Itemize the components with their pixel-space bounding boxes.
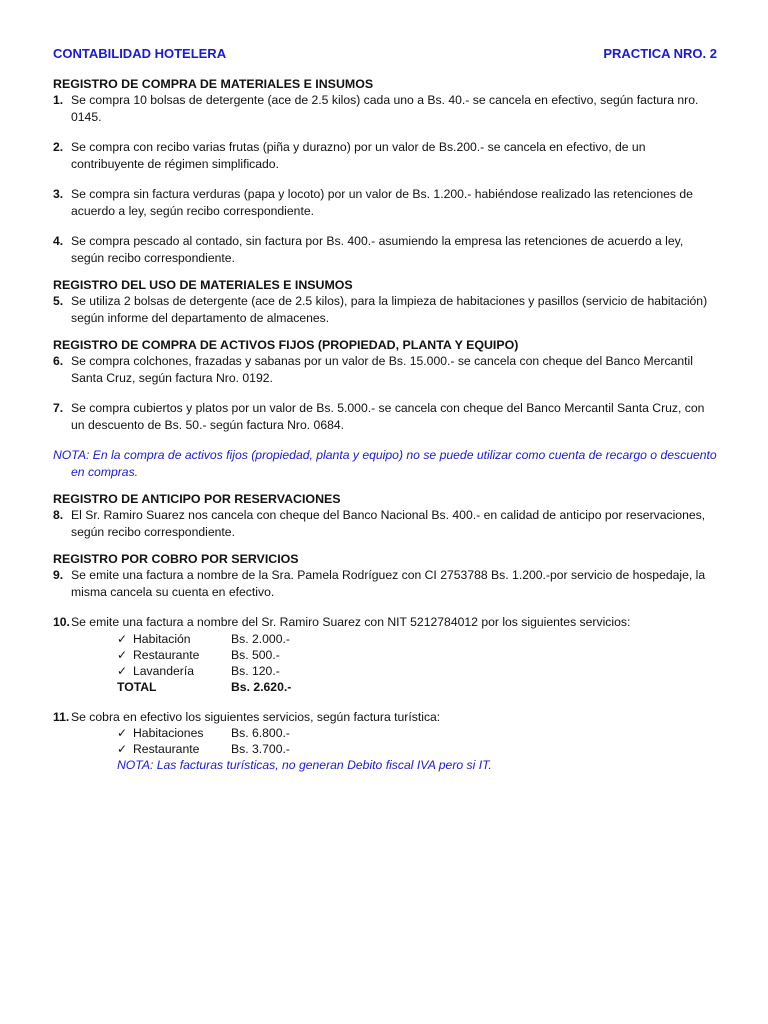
document-page [53,46,717,773]
item-text: Se compra con recibo varias frutas (piña y durazno) por un valor de Bs.200.- se cancela en efectivo, de un contribuyente de régimen simplificado. [71,140,646,171]
item-number: 9. [53,568,64,582]
service-amount: Bs. 3.700.- [231,742,290,756]
item-number: 5. [53,294,64,308]
service-row [117,663,717,679]
item-number: 7. [53,401,64,415]
item-number: 8. [53,508,64,522]
item-text: Se compra pescado al contado, sin factura por Bs. 400.- asumiendo la empresa las retenciones de acuerdo a ley, según recibo correspondiente. [71,234,684,265]
section-title: REGISTRO POR COBRO POR SERVICIOS [53,552,299,566]
service-row [117,631,717,647]
check-icon: ✓ [117,663,128,678]
item-text: Se compra sin factura verduras (papa y locoto) por un valor de Bs. 1.200.- habiéndose realizado las retenciones de acuerdo a ley, según recibo correspondiente. [71,187,693,218]
check-icon: ✓ [117,631,128,646]
item-number: 6. [53,354,64,368]
service-amount: Bs. 2.000.- [231,631,290,646]
list-item [53,233,717,266]
list-item [53,139,717,172]
service-amount: Bs. 6.800.- [231,726,290,740]
item-text: El Sr. Ramiro Suarez nos cancela con cheque del Banco Nacional Bs. 400.- en calidad de anticipo por reservaciones, según recibo correspondiente. [71,508,706,539]
service-name: Habitaciones [133,726,204,740]
item-text: Se compra cubiertos y platos por un valor de Bs. 5.000.- se cancela con cheque del Banco Mercantil Santa Cruz, con un descuento de Bs. 50.- según factura Nro. 0684. [71,401,705,432]
section-title: REGISTRO DE COMPRA DE MATERIALES E INSUMOS [53,77,374,91]
document-header [53,46,717,64]
service-name: Lavandería [133,663,194,678]
list-item [53,353,717,386]
list-item [53,567,717,600]
services-list [53,631,717,695]
course-title: CONTABILIDAD HOTELERA [53,46,227,61]
service-amount: Bs. 120.- [231,663,280,678]
service-name: Restaurante [133,742,200,756]
list-item [53,709,717,726]
item-number: 1. [53,93,64,107]
item-text: Se utiliza 2 bolsas de detergente (ace de 2.5 kilos), para la limpieza de habitaciones y pasillos (servicio de habitación) según informe del departamento de almacenes. [71,294,708,325]
item-number: 4. [53,234,64,248]
service-name: Restaurante [133,647,200,662]
services-list [53,725,717,757]
service-name: Habitación [133,631,191,646]
item-number: 2. [53,140,64,154]
service-row [117,647,717,663]
section-title: REGISTRO DE COMPRA DE ACTIVOS FIJOS (PROPIEDAD, PLANTA Y EQUIPO) [53,338,519,352]
list-item [53,186,717,219]
fixed-assets-note: NOTA: En la compra de activos fijos (propiedad, planta y equipo) no se puede utilizar como cuenta de recargo o descuento en compras. [53,448,717,479]
item-text: Se cobra en efectivo los siguientes servicios, según factura turística: [71,709,441,724]
item-text: Se emite una factura a nombre de la Sra. Pamela Rodríguez con CI 2753788 Bs. 1.200.-por servicio de hospedaje, la misma cancela su cuenta en efectivo. [71,568,706,599]
tourist-invoice-note: NOTA: Las facturas turísticas, no generan Debito fiscal IVA pero si IT. [117,758,492,772]
section-title: REGISTRO DEL USO DE MATERIALES E INSUMOS [53,278,353,292]
list-item [53,92,717,125]
item-number: 11. [53,709,70,724]
service-amount: Bs. 500.- [231,647,280,662]
service-row [117,741,717,757]
check-icon: ✓ [117,742,128,756]
list-item [53,507,717,540]
item-text: Se emite una factura a nombre del Sr. Ramiro Suarez con NIT 5212784012 por los siguientes servicios: [71,615,631,629]
service-row [117,725,717,741]
list-item [53,400,717,433]
list-item [53,614,717,631]
total-label: TOTAL [117,679,157,694]
list-item [53,293,717,326]
item-number: 3. [53,187,64,201]
check-icon: ✓ [117,647,128,662]
total-row [117,679,717,695]
item-text: Se compra colchones, frazadas y sabanas por un valor de Bs. 15.000.- se cancela con cheque del Banco Mercantil Santa Cruz, según factura Nro. 0192. [71,354,693,385]
practice-number: PRACTICA NRO. 2 [603,46,717,61]
total-amount: Bs. 2.620.- [231,679,292,694]
check-icon: ✓ [117,726,128,740]
item-text: Se compra 10 bolsas de detergente (ace de 2.5 kilos) cada uno a Bs. 40.- se cancela en efectivo, según factura nro. 0145. [71,93,699,124]
item-number: 10. [53,615,70,629]
section-title: REGISTRO DE ANTICIPO POR RESERVACIONES [53,492,341,506]
